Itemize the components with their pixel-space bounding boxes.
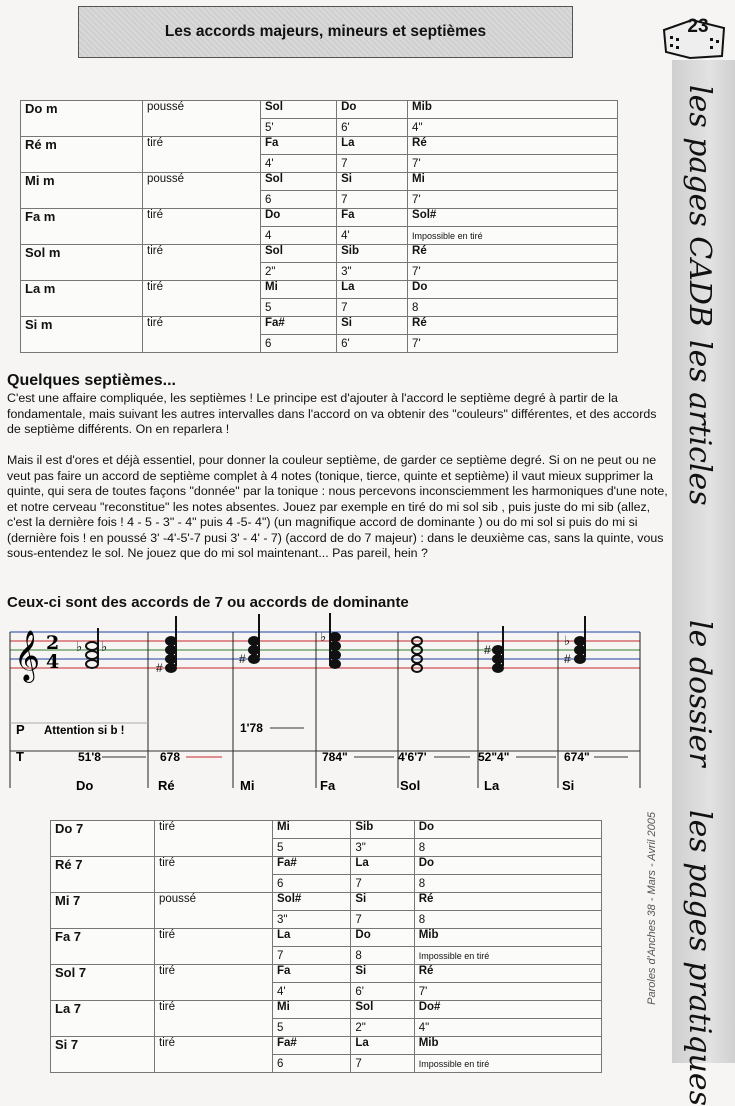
bellows-direction: tiré (143, 281, 261, 317)
side-label-pages-cadb: les pages CADB (682, 85, 717, 327)
chord-name-fa: Fa (320, 778, 336, 793)
button-number-2: 6' (337, 335, 408, 353)
bellows-direction: tiré (143, 137, 261, 173)
page-title: Les accords majeurs, mineurs et septièmes (164, 23, 487, 40)
button-number-3: Impossible en tiré (414, 1055, 601, 1073)
note-3: Mib (414, 929, 601, 947)
bellows-direction: tiré (155, 857, 273, 893)
button-number-1: 6 (261, 191, 337, 209)
button-number-2: 4' (337, 227, 408, 245)
bellows-direction: poussé (143, 173, 261, 209)
table-row (51, 857, 602, 875)
button-number-1: 6 (273, 1055, 351, 1073)
music-staff (8, 608, 648, 798)
time-signature-bottom: 4 (46, 651, 60, 673)
table-row (51, 929, 602, 947)
svg-text:#: # (484, 643, 491, 657)
note-3: Ré (414, 893, 601, 911)
chord-fa-notes (320, 613, 340, 668)
note-2: Sib (351, 821, 414, 839)
button-number-1: 6 (273, 875, 351, 893)
button-number-1: 7 (273, 947, 351, 965)
svg-text:♭: ♭ (101, 639, 108, 654)
chord-name: Do 7 (51, 821, 155, 857)
bellows-direction: poussé (143, 101, 261, 137)
note-2: La (337, 137, 408, 155)
chord-mi-notes (239, 614, 259, 666)
button-number-2: 7 (351, 1055, 414, 1073)
button-number-3: 7' (408, 191, 618, 209)
bellows-direction: tiré (155, 821, 273, 857)
seventh-chords-table (50, 820, 602, 1073)
chord-name: Fa 7 (51, 929, 155, 965)
bellows-direction: tiré (155, 1037, 273, 1073)
chord-name: Sol 7 (51, 965, 155, 1001)
button-number-1: 2" (261, 263, 337, 281)
bellows-direction: poussé (155, 893, 273, 929)
note-1: Sol (261, 101, 337, 119)
chord-name: Ré m (21, 137, 143, 173)
note-1: Fa (273, 965, 351, 983)
chord-name-do: Do (76, 778, 94, 793)
note-2: Sib (337, 245, 408, 263)
svg-text:#: # (239, 652, 246, 666)
button-number-3: 8 (414, 839, 601, 857)
note-2: Sol (351, 1001, 414, 1019)
chord-name: Mi m (21, 173, 143, 209)
table-row (51, 821, 602, 839)
svg-text:#: # (564, 652, 571, 666)
chord-do-notes (76, 628, 107, 668)
button-number-2: 2" (351, 1019, 414, 1037)
row-label-tire: T (16, 749, 24, 764)
button-number-2: 3" (337, 263, 408, 281)
note-3: Mi (408, 173, 618, 191)
chord-name-re: Ré (158, 778, 175, 793)
note-2: La (337, 281, 408, 299)
table-row (51, 1037, 602, 1055)
button-number-1: 5' (261, 119, 337, 137)
button-number-2: 7 (337, 299, 408, 317)
paragraph-intro: C'est une affaire compliquée, les septièmes ! Le principe est d'ajouter à l'accord le septième degré à partir de la fondamentale, mais suivant les autres intervalles dans l'accord on va obtenir des "couleurs" différentes, et des accords de septième différents. On en reparlera ! (7, 391, 657, 436)
section-title-dominante: Ceux-ci sont des accords de 7 ou accords de dominante (7, 594, 409, 611)
t-value-re: 678 (160, 750, 181, 764)
table-row (21, 173, 618, 191)
note-2: Si (351, 893, 414, 911)
note-3: Mib (414, 1037, 601, 1055)
chord-name: Mi 7 (51, 893, 155, 929)
note-3: Do (408, 281, 618, 299)
note-1: La (273, 929, 351, 947)
button-number-3: 8 (414, 911, 601, 929)
note-1: Mi (273, 1001, 351, 1019)
note-3: Ré (408, 245, 618, 263)
note-2: La (351, 857, 414, 875)
note-3: Sol# (408, 209, 618, 227)
note-1: Mi (273, 821, 351, 839)
button-number-3: 7' (408, 263, 618, 281)
button-number-3: 7' (408, 335, 618, 353)
side-label-articles: les articles (682, 340, 717, 506)
time-signature-top: 2 (46, 632, 60, 654)
table-row (21, 245, 618, 263)
chord-re-notes (156, 616, 176, 675)
bellows-direction: tiré (155, 1001, 273, 1037)
button-number-3: 4" (408, 119, 618, 137)
chord-name: La m (21, 281, 143, 317)
note-1: Sol (261, 173, 337, 191)
button-number-1: 5 (261, 299, 337, 317)
side-label-pages-pratiques: les pages pratiques (682, 810, 717, 1106)
table-row (21, 137, 618, 155)
button-number-2: 7 (337, 191, 408, 209)
side-label-dossier: le dossier (682, 620, 717, 767)
p-value-mi: 1'78 (240, 721, 263, 735)
bellows-direction: tiré (143, 245, 261, 281)
button-number-2: 7 (351, 911, 414, 929)
svg-text:♭: ♭ (320, 629, 327, 644)
button-number-2: 6' (351, 983, 414, 1001)
button-number-3: 4" (414, 1019, 601, 1037)
page-number: 23 (687, 16, 709, 37)
chord-name-la: La (484, 778, 500, 793)
chord-name-mi: Mi (240, 778, 255, 793)
button-number-3: 8 (414, 875, 601, 893)
chord-name: Si m (21, 317, 143, 353)
table-row (51, 1001, 602, 1019)
row-label-pousse: P (16, 722, 25, 737)
chord-name: Sol m (21, 245, 143, 281)
t-value-fa: 784" (322, 750, 348, 764)
table-row (21, 281, 618, 299)
button-number-1: 5 (273, 1019, 351, 1037)
button-number-2: 3" (351, 839, 414, 857)
chord-si-notes (564, 616, 585, 666)
bellows-direction: tiré (155, 929, 273, 965)
table-row (21, 317, 618, 335)
button-number-1: 3" (273, 911, 351, 929)
button-number-3: 8 (408, 299, 618, 317)
chord-name-si: Si (562, 778, 575, 793)
note-1: Do (261, 209, 337, 227)
chord-name: La 7 (51, 1001, 155, 1037)
note-3: Ré (408, 137, 618, 155)
note-1: Fa# (273, 1037, 351, 1055)
table-row (51, 893, 602, 911)
bellows-direction: tiré (143, 209, 261, 245)
note-2: Do (351, 929, 414, 947)
svg-text:#: # (156, 661, 163, 675)
button-number-3: 7' (408, 155, 618, 173)
table-row (51, 965, 602, 983)
paragraph-explanation: Mais il est d'ores et déjà essentiel, pour donner la couleur septième, de garder ce septième degré. Si on ne peut ou ne veut pas faire un accord de septième complet à 4 notes (tonique, tierce, quinte et septième) il vaut mieux supprimer la quinte, qui sera de toutes façons "donnée" par la tonique : nous percevons inconsciemment les harmoniques d'une note, et notre cerveau "reconstitue" les notes absentes. Jouez par exemple en tiré do mi sol sib , puis juste do mi sib (allez, c'est la dernière fois ! 4 - 5 - 3" - 4" puis 4 -5- 4") (un magnifique accord de dominante ) ou do mi sol si puis do mi si (dernière fois ! en poussé 3' -4'-5'-7 pusi 3' - 4' - 7) (accord de do 7 majeur) : dans le deuxième cas, sans la quinte, vous sous-entendez le sol. Ne jouez que do mi sol maintenant... Pas pareil, hein ? (7, 453, 668, 560)
note-3: Do# (414, 1001, 601, 1019)
note-1: Fa# (261, 317, 337, 335)
svg-text:♭: ♭ (76, 639, 83, 654)
note-2: Si (351, 965, 414, 983)
note-1: Fa (261, 137, 337, 155)
page-title-banner (78, 6, 573, 58)
button-number-3: 7' (414, 983, 601, 1001)
bellows-direction: tiré (155, 965, 273, 1001)
section-title-septiemes: Quelques septièmes... (7, 372, 176, 389)
note-2: Si (337, 317, 408, 335)
table-row (21, 101, 618, 119)
attention-note: Attention si b ! (44, 725, 125, 737)
note-1: Fa# (273, 857, 351, 875)
minor-chords-table (20, 100, 618, 353)
chord-name: Si 7 (51, 1037, 155, 1073)
note-3: Ré (414, 965, 601, 983)
treble-clef-icon: 𝄞 (14, 630, 41, 681)
note-3: Do (414, 821, 601, 839)
note-1: Sol# (273, 893, 351, 911)
button-number-1: 6 (261, 335, 337, 353)
chord-name: Do m (21, 101, 143, 137)
button-number-2: 8 (351, 947, 414, 965)
t-value-sol: 4'6'7' (398, 750, 427, 764)
note-1: Sol (261, 245, 337, 263)
bellows-direction: tiré (143, 317, 261, 353)
note-1: Mi (261, 281, 337, 299)
note-3: Do (414, 857, 601, 875)
chord-name-sol: Sol (400, 778, 421, 793)
chord-sol-notes (412, 637, 422, 672)
note-2: Fa (337, 209, 408, 227)
issue-credit: Paroles d'Anches 38 - Mars - Avril 2005 (646, 812, 658, 1005)
table-row (21, 209, 618, 227)
button-number-3: Impossible en tiré (414, 947, 601, 965)
svg-text:♭: ♭ (564, 633, 571, 648)
chord-name: Fa m (21, 209, 143, 245)
button-number-1: 4' (273, 983, 351, 1001)
button-number-1: 4 (261, 227, 337, 245)
note-2: Do (337, 101, 408, 119)
t-value-do: 51'8 (78, 750, 101, 764)
button-number-1: 5 (273, 839, 351, 857)
note-2: Si (337, 173, 408, 191)
t-value-la: 52"4" (478, 750, 510, 764)
t-value-si: 674" (564, 750, 590, 764)
chord-name: Ré 7 (51, 857, 155, 893)
note-3: Ré (408, 317, 618, 335)
button-number-2: 7 (351, 875, 414, 893)
button-number-2: 7 (337, 155, 408, 173)
button-number-3: Impossible en tiré (408, 227, 618, 245)
button-number-2: 6' (337, 119, 408, 137)
note-3: Mib (408, 101, 618, 119)
chord-la-notes (484, 626, 503, 672)
button-number-1: 4' (261, 155, 337, 173)
note-2: La (351, 1037, 414, 1055)
